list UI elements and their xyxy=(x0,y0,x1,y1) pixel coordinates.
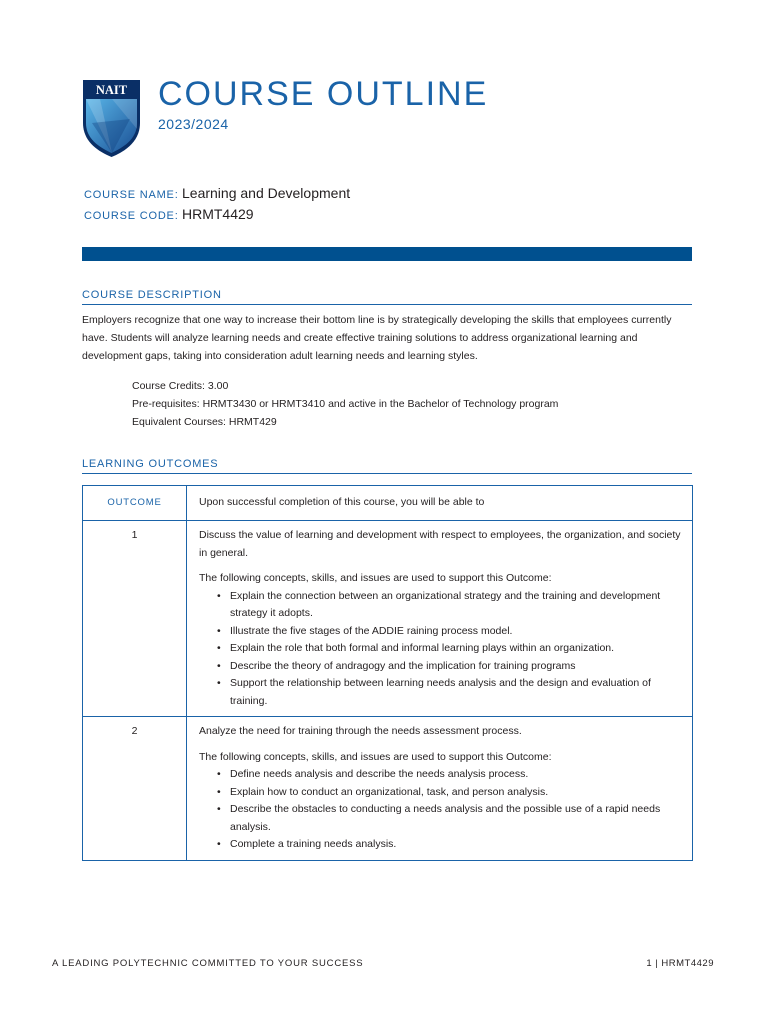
logo-text: NAIT xyxy=(95,83,128,97)
outcome-text-column-header: Upon successful completion of this course, you will be able to xyxy=(187,486,693,521)
footer-page-number: 1 | HRMT4429 xyxy=(646,958,714,969)
course-name-row xyxy=(84,183,350,205)
academic-year: 2023/2024 xyxy=(158,116,229,132)
equivalent-courses: Equivalent Courses: HRMT429 xyxy=(132,416,277,428)
outcome-number: 2 xyxy=(83,717,187,861)
course-name-value: Learning and Development xyxy=(182,185,351,201)
outcome-column-header: OUTCOME xyxy=(83,486,187,521)
table-header-row xyxy=(83,486,693,521)
list-item: • Explain the connection between an organizational strategy and the training and development strategy it adopts. xyxy=(230,588,682,623)
support-list xyxy=(199,766,682,854)
nait-logo xyxy=(82,79,141,158)
page-title: COURSE OUTLINE xyxy=(158,75,489,113)
list-item: • Describe the obstacles to conducting a needs analysis and the possible use of a rapid needs analysis. xyxy=(230,801,682,836)
outcome-cell xyxy=(187,521,693,717)
list-item: • Support the relationship between learning needs analysis and the design and evaluation of training. xyxy=(230,675,682,710)
list-item: • Define needs analysis and describe the needs analysis process. xyxy=(230,766,682,784)
header-divider-bar xyxy=(82,247,692,261)
course-credits: Course Credits: 3.00 xyxy=(132,380,229,392)
course-code-value: HRMT4429 xyxy=(182,206,254,222)
table-row xyxy=(83,717,693,861)
table-row xyxy=(83,521,693,717)
outcome-statement: Discuss the value of learning and development with respect to employees, the organization, and society in general. xyxy=(199,529,681,559)
course-prerequisites: Pre-requisites: HRMT3430 or HRMT3410 and active in the Bachelor of Technology program xyxy=(132,398,559,410)
course-code-label: COURSE CODE: xyxy=(84,210,179,222)
list-item: • Complete a training needs analysis. xyxy=(230,836,682,854)
list-item: • Illustrate the five stages of the ADDIE raining process model. xyxy=(230,623,682,641)
learning-outcomes-table xyxy=(82,485,693,861)
course-details xyxy=(132,377,558,431)
outcome-number: 1 xyxy=(83,521,187,717)
list-item: • Explain the role that both formal and informal learning plays within an organization. xyxy=(230,640,682,658)
course-name-label: COURSE NAME: xyxy=(84,189,179,201)
course-code-row xyxy=(84,204,254,226)
footer-tagline: A LEADING POLYTECHNIC COMMITTED TO YOUR SUCCESS xyxy=(52,958,364,969)
support-intro: The following concepts, skills, and issues are used to support this Outcome: xyxy=(199,572,552,584)
outcome-cell xyxy=(187,717,693,861)
support-list xyxy=(199,588,682,711)
list-item: • Explain how to conduct an organizational, task, and person analysis. xyxy=(230,784,682,802)
course-description-text: Employers recognize that one way to increase their bottom line is by strategically developing the skills that employees currently have. Students will analyze learning needs and create effective training solutions to address organizational learning and development gaps, taking into consideration adult learning needs and learning styles. xyxy=(82,314,672,362)
learning-outcomes-heading: LEARNING OUTCOMES xyxy=(82,457,692,474)
course-description-heading: COURSE DESCRIPTION xyxy=(82,288,692,305)
outcome-statement: Analyze the need for training through the needs assessment process. xyxy=(199,725,522,737)
list-item: • Describe the theory of andragogy and the implication for training programs xyxy=(230,658,682,676)
support-intro: The following concepts, skills, and issues are used to support this Outcome: xyxy=(199,750,552,763)
